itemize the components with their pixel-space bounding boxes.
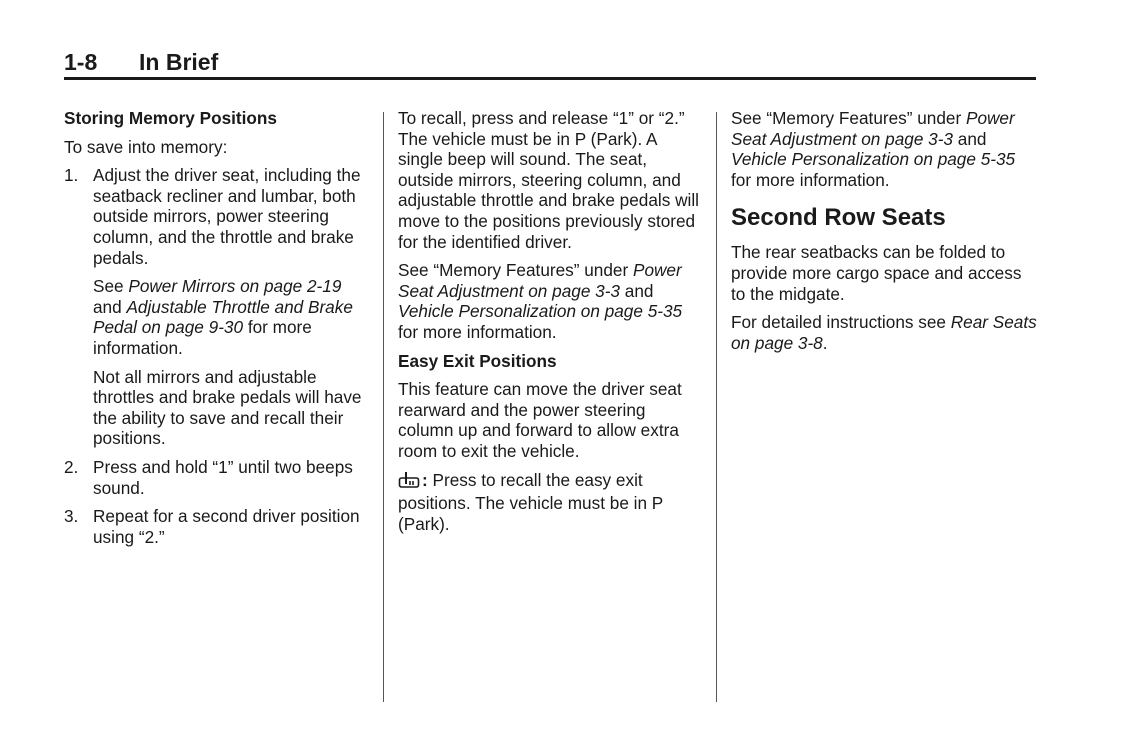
step-3-number: 3. <box>64 506 79 527</box>
easy-exit-paragraph: This feature can move the driver seat rearward and the power steering column up and forward to allow extra room to exit the vehicle. <box>398 379 682 461</box>
easy-exit-seat-icon <box>398 471 420 494</box>
throttle-pedal-link[interactable]: Adjustable Throttle and Brake Pedal on page 9-30 <box>93 296 353 338</box>
storing-memory-heading: Storing Memory Positions <box>64 108 277 128</box>
detail-post: . <box>822 332 828 353</box>
see-post: for more information. <box>731 169 890 190</box>
second-row-seats-title: Second Row Seats <box>731 204 946 232</box>
step-1 <box>64 165 370 268</box>
vehicle-personalization-link[interactable]: Vehicle Personalization on page 5-35 <box>398 301 683 322</box>
vehicle-personalization-link[interactable]: Vehicle Personalization on page 5-35 <box>731 149 1016 170</box>
step-1-number: 1. <box>64 165 79 186</box>
detailed-instructions-paragraph <box>731 312 1037 353</box>
see-paragraph-3 <box>731 108 1037 190</box>
rear-seatbacks-paragraph: The rear seatbacks can be folded to provide more cargo space and access to the midgate. <box>731 242 1022 304</box>
page-number: 1-8 <box>64 49 98 75</box>
step-3-text: Repeat for a second driver position using “2.” <box>93 506 360 547</box>
mirrors-note: Not all mirrors and adjustable throttles and brake pedals will have the ability to save and recall their positions. <box>93 366 362 449</box>
see-pre: See <box>93 276 129 297</box>
save-intro: To save into memory: <box>64 136 228 157</box>
colon: : <box>422 469 428 490</box>
chapter-title: In Brief <box>139 49 219 75</box>
step-3 <box>64 506 370 547</box>
rear-seats-link[interactable]: Rear Seats on page 3-8 <box>731 312 1037 353</box>
column-1 <box>64 108 370 555</box>
see-paragraph-1 <box>93 276 370 358</box>
power-seat-link[interactable]: Power Seat Adjustment on page 3-3 <box>731 108 1015 149</box>
see-and: and <box>953 128 987 149</box>
step-2-text: Press and hold “1” until two beeps sound. <box>93 456 353 498</box>
step-2 <box>64 457 370 498</box>
see-post: for more information. <box>93 317 312 358</box>
recall-paragraph: To recall, press and release “1” or “2.” The vehicle must be in P (Park). A single beep will sound. The seat, outside mirrors, steering column, and adjustable throttle and brake pedals will move to the positions previously stored for the identified driver. <box>398 108 699 252</box>
power-mirrors-link[interactable]: Power Mirrors on page 2-19 <box>128 276 342 297</box>
easy-exit-button-text: Press to recall the easy exit positions. The vehicle must be in P (Park). <box>398 469 663 534</box>
see-pre: See “Memory Features” under <box>731 108 966 128</box>
column-2 <box>398 108 704 542</box>
column-divider-2 <box>716 112 717 702</box>
step-1-text: Adjust the driver seat, including the seatback recliner and lumbar, both outside mirrors, power steering column, and the throttle and brake pedals. <box>93 165 361 268</box>
detail-pre: For detailed instructions see <box>731 312 951 333</box>
page-header <box>64 48 1036 76</box>
see-pre: See “Memory Features” under <box>398 260 633 281</box>
see-and: and <box>93 296 127 317</box>
easy-exit-button-paragraph <box>398 470 704 535</box>
see-and: and <box>620 280 654 301</box>
see-post: for more information. <box>398 321 557 342</box>
power-seat-link[interactable]: Power Seat Adjustment on page 3-3 <box>398 260 682 301</box>
step-2-number: 2. <box>64 456 79 477</box>
header-rule <box>64 77 1036 80</box>
column-divider-1 <box>383 112 384 702</box>
easy-exit-heading: Easy Exit Positions <box>398 350 557 371</box>
column-3 <box>731 108 1037 361</box>
see-paragraph-2 <box>398 260 704 342</box>
